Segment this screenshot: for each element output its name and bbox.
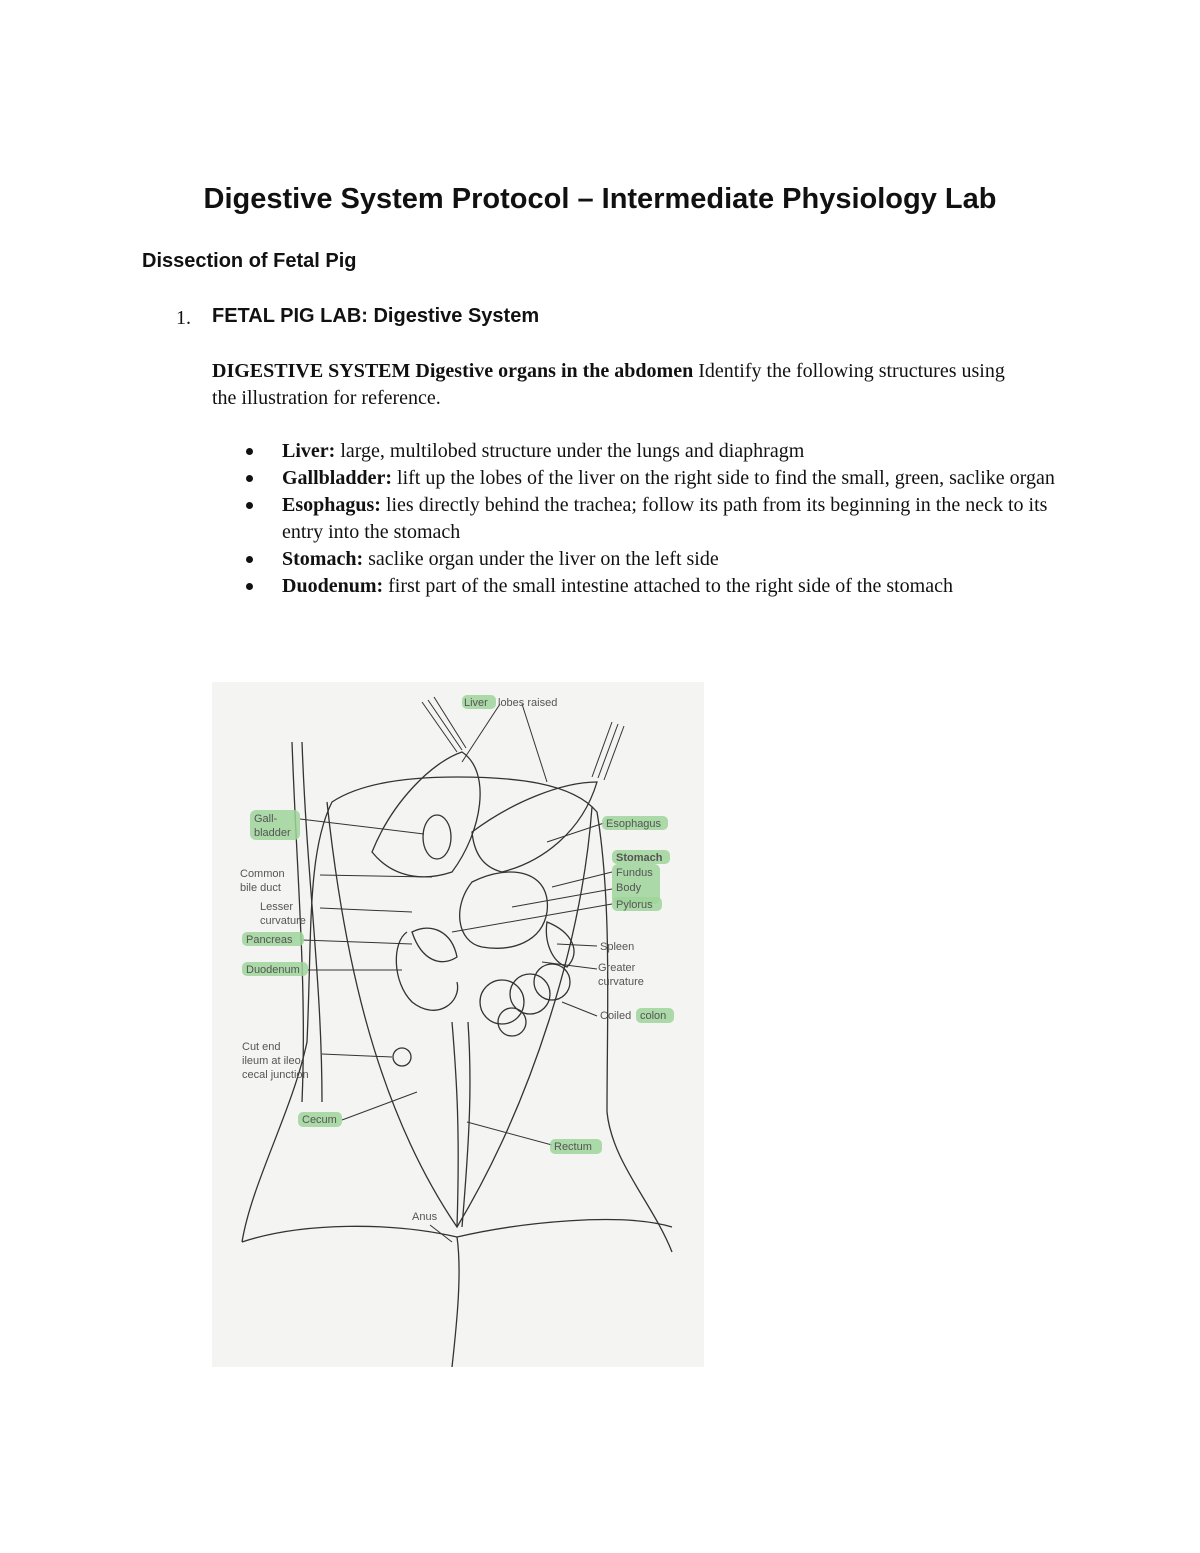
label-pancreas: Pancreas [246, 934, 293, 946]
pancreas-shape [412, 928, 457, 962]
liver-lobe-left [472, 782, 597, 872]
label-greater: Greater [598, 962, 636, 974]
bullet-icon [246, 502, 253, 509]
leader-lines [300, 704, 612, 1242]
organ-term: Duodenum: [282, 575, 384, 597]
label-pylorus: Pylorus [616, 899, 653, 911]
organ-term: Esophagus: [282, 494, 381, 516]
label-duodenum: Duodenum [246, 964, 300, 976]
liver-lobe-right [372, 752, 480, 877]
ileum-cut-end [393, 1048, 411, 1066]
list-item [240, 438, 1060, 465]
page-title: Digestive System Protocol – Intermediate Physiology Lab [203, 183, 997, 215]
label-bladder: bladder [254, 827, 291, 839]
label-esophagus: Esophagus [606, 818, 662, 830]
label-ileum: ileum at ileo- [242, 1055, 305, 1067]
section-heading: Dissection of Fetal Pig [142, 250, 357, 272]
dissection-drawing [212, 682, 704, 1367]
label-anus: Anus [412, 1211, 438, 1223]
intro-bold-1: DIGESTIVE SYSTEM [212, 360, 411, 382]
list-heading: FETAL PIG LAB: Digestive System [212, 305, 540, 327]
label-lesser: Lesser [260, 901, 294, 913]
organ-term: Stomach: [282, 548, 364, 570]
coiled-colon [480, 964, 570, 1036]
organ-description: saclike organ under the liver on the left side [368, 548, 719, 570]
bullet-icon [246, 583, 253, 590]
label-bile-duct: bile duct [240, 882, 281, 894]
stomach-shape [460, 872, 548, 948]
label-colon: colon [640, 1010, 667, 1022]
list-number: 1. [176, 307, 191, 329]
label-curvature: curvature [260, 915, 306, 927]
label-lobes-raised: lobes raised [498, 697, 558, 709]
organ-list [240, 438, 1060, 600]
list-item [240, 573, 1060, 600]
intro-text: Identify the following structures using the illustration for reference. [212, 360, 1005, 409]
retractor-right [592, 722, 624, 780]
label-cut-end: Cut end [242, 1041, 281, 1053]
label-gall: Gall- [254, 813, 278, 825]
organ-description: lift up the lobes of the liver on the right side to find the small, green, saclike organ [397, 467, 1055, 489]
label-liver: Liver [464, 697, 488, 709]
intro-paragraph [212, 358, 1032, 412]
bullet-icon [246, 448, 253, 455]
list-item [240, 465, 1060, 492]
fetal-pig-illustration [212, 682, 704, 1367]
rectum-wall [462, 1022, 470, 1227]
list-item [240, 546, 1060, 573]
label-common: Common [240, 868, 285, 880]
bullet-icon [246, 556, 253, 563]
label-spleen: Spleen [600, 941, 635, 953]
list-item [240, 492, 1060, 546]
organ-description: first part of the small intestine attached to the right side of the stomach [388, 575, 953, 597]
gallbladder-shape [423, 815, 451, 859]
label-fundus: Fundus [616, 867, 653, 879]
label-rectum: Rectum [554, 1141, 592, 1153]
bullet-icon [246, 475, 253, 482]
label-cecal: cecal junction [242, 1069, 309, 1081]
label-stomach: Stomach [616, 852, 663, 864]
label-coiled: Coiled [600, 1010, 632, 1022]
retractor-left [422, 697, 466, 752]
label-cecum: Cecum [302, 1114, 337, 1126]
label-body: Body [616, 882, 642, 894]
label-greater-curvature: curvature [598, 976, 644, 988]
intro-bold-2: Digestive organs in the abdomen [415, 360, 694, 382]
organ-term: Liver: [282, 440, 336, 462]
organ-description: lies directly behind the trachea; follow its path from its beginning in the neck to its entry into the stomach [282, 494, 1048, 543]
rectum-shape [452, 1022, 458, 1227]
organ-term: Gallbladder: [282, 467, 393, 489]
organ-description: large, multilobed structure under the lungs and diaphragm [340, 440, 805, 462]
body-outline [242, 742, 672, 1367]
